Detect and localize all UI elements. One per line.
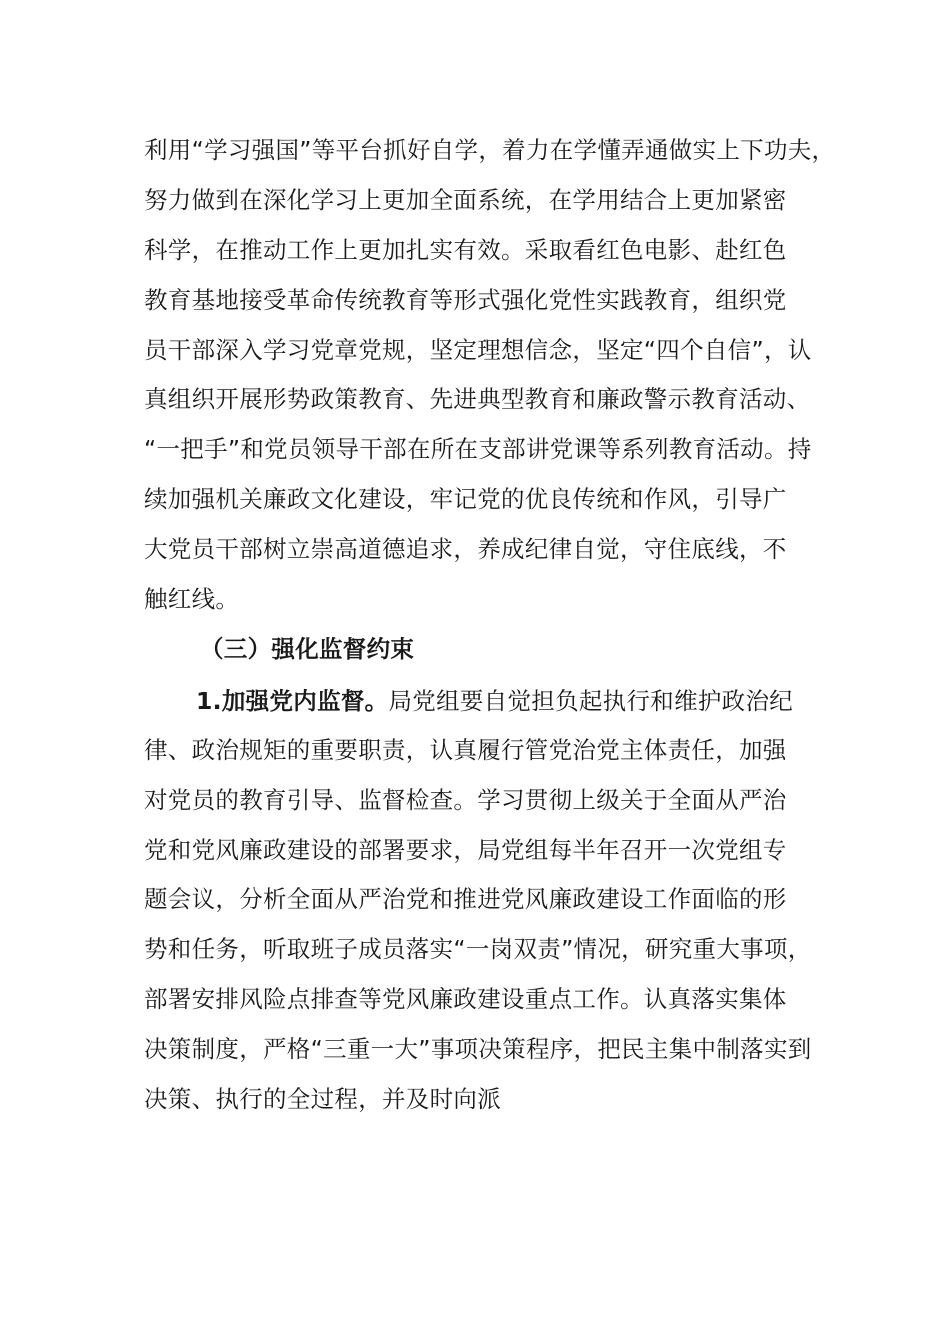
item-title: 1.加强党内监督。	[196, 687, 389, 715]
section-heading: （三）强化监督约束	[200, 635, 415, 663]
body-line: 党和党风廉政建设的部署要求，局党组每半年召开一次党组专	[144, 836, 787, 864]
body-line: 努力做到在深化学习上更加全面系统，在学用结合上更加紧密	[144, 186, 787, 214]
body-line: 势和任务，听取班子成员落实“一岗双责”情况，研究重大事项，	[144, 935, 812, 963]
body-line: 决策、执行的全过程，并及时向派	[144, 1085, 501, 1113]
body-line: “一把手”和党员领导干部在所在支部讲党课等系列教育活动。持	[144, 435, 812, 463]
body-line: 利用“学习强国”等平台抓好自学，着力在学懂弄通做实上下功夫，	[144, 136, 836, 164]
body-line: 大党员干部树立崇高道德追求，养成纪律自觉，守住底线，不	[144, 535, 787, 563]
body-line: 对党员的教育引导、监督检查。学习贯彻上级关于全面从严治	[144, 786, 787, 814]
body-line: 题会议，分析全面从严治党和推进党风廉政建设工作面临的形	[144, 885, 787, 913]
body-line: 续加强机关廉政文化建设，牢记党的优良传统和作风，引导广	[144, 485, 787, 513]
body-line: 教育基地接受革命传统教育等形式强化党性实践教育，组织党	[144, 286, 787, 314]
body-line: 律、政治规矩的重要职责，认真履行管党治党主体责任，加强	[144, 736, 787, 764]
item-first-line	[196, 686, 793, 716]
body-line: 部署安排风险点排查等党风廉政建设重点工作。认真落实集体	[144, 985, 787, 1013]
body-line: 触红线。	[144, 585, 240, 613]
item-first-line-text: 局党组要自觉担负起执行和维护政治纪	[388, 687, 794, 715]
body-line: 科学，在推动工作上更加扎实有效。采取看红色电影、赴红色	[144, 236, 787, 264]
body-line: 真组织开展形势政策教育、先进典型教育和廉政警示教育活动、	[144, 385, 811, 413]
body-line: 决策制度，严格“三重一大”事项决策程序，把民主集中制落实到	[144, 1035, 812, 1063]
body-line: 员干部深入学习党章党规，坚定理想信念，坚定“四个自信”，认	[144, 336, 812, 364]
